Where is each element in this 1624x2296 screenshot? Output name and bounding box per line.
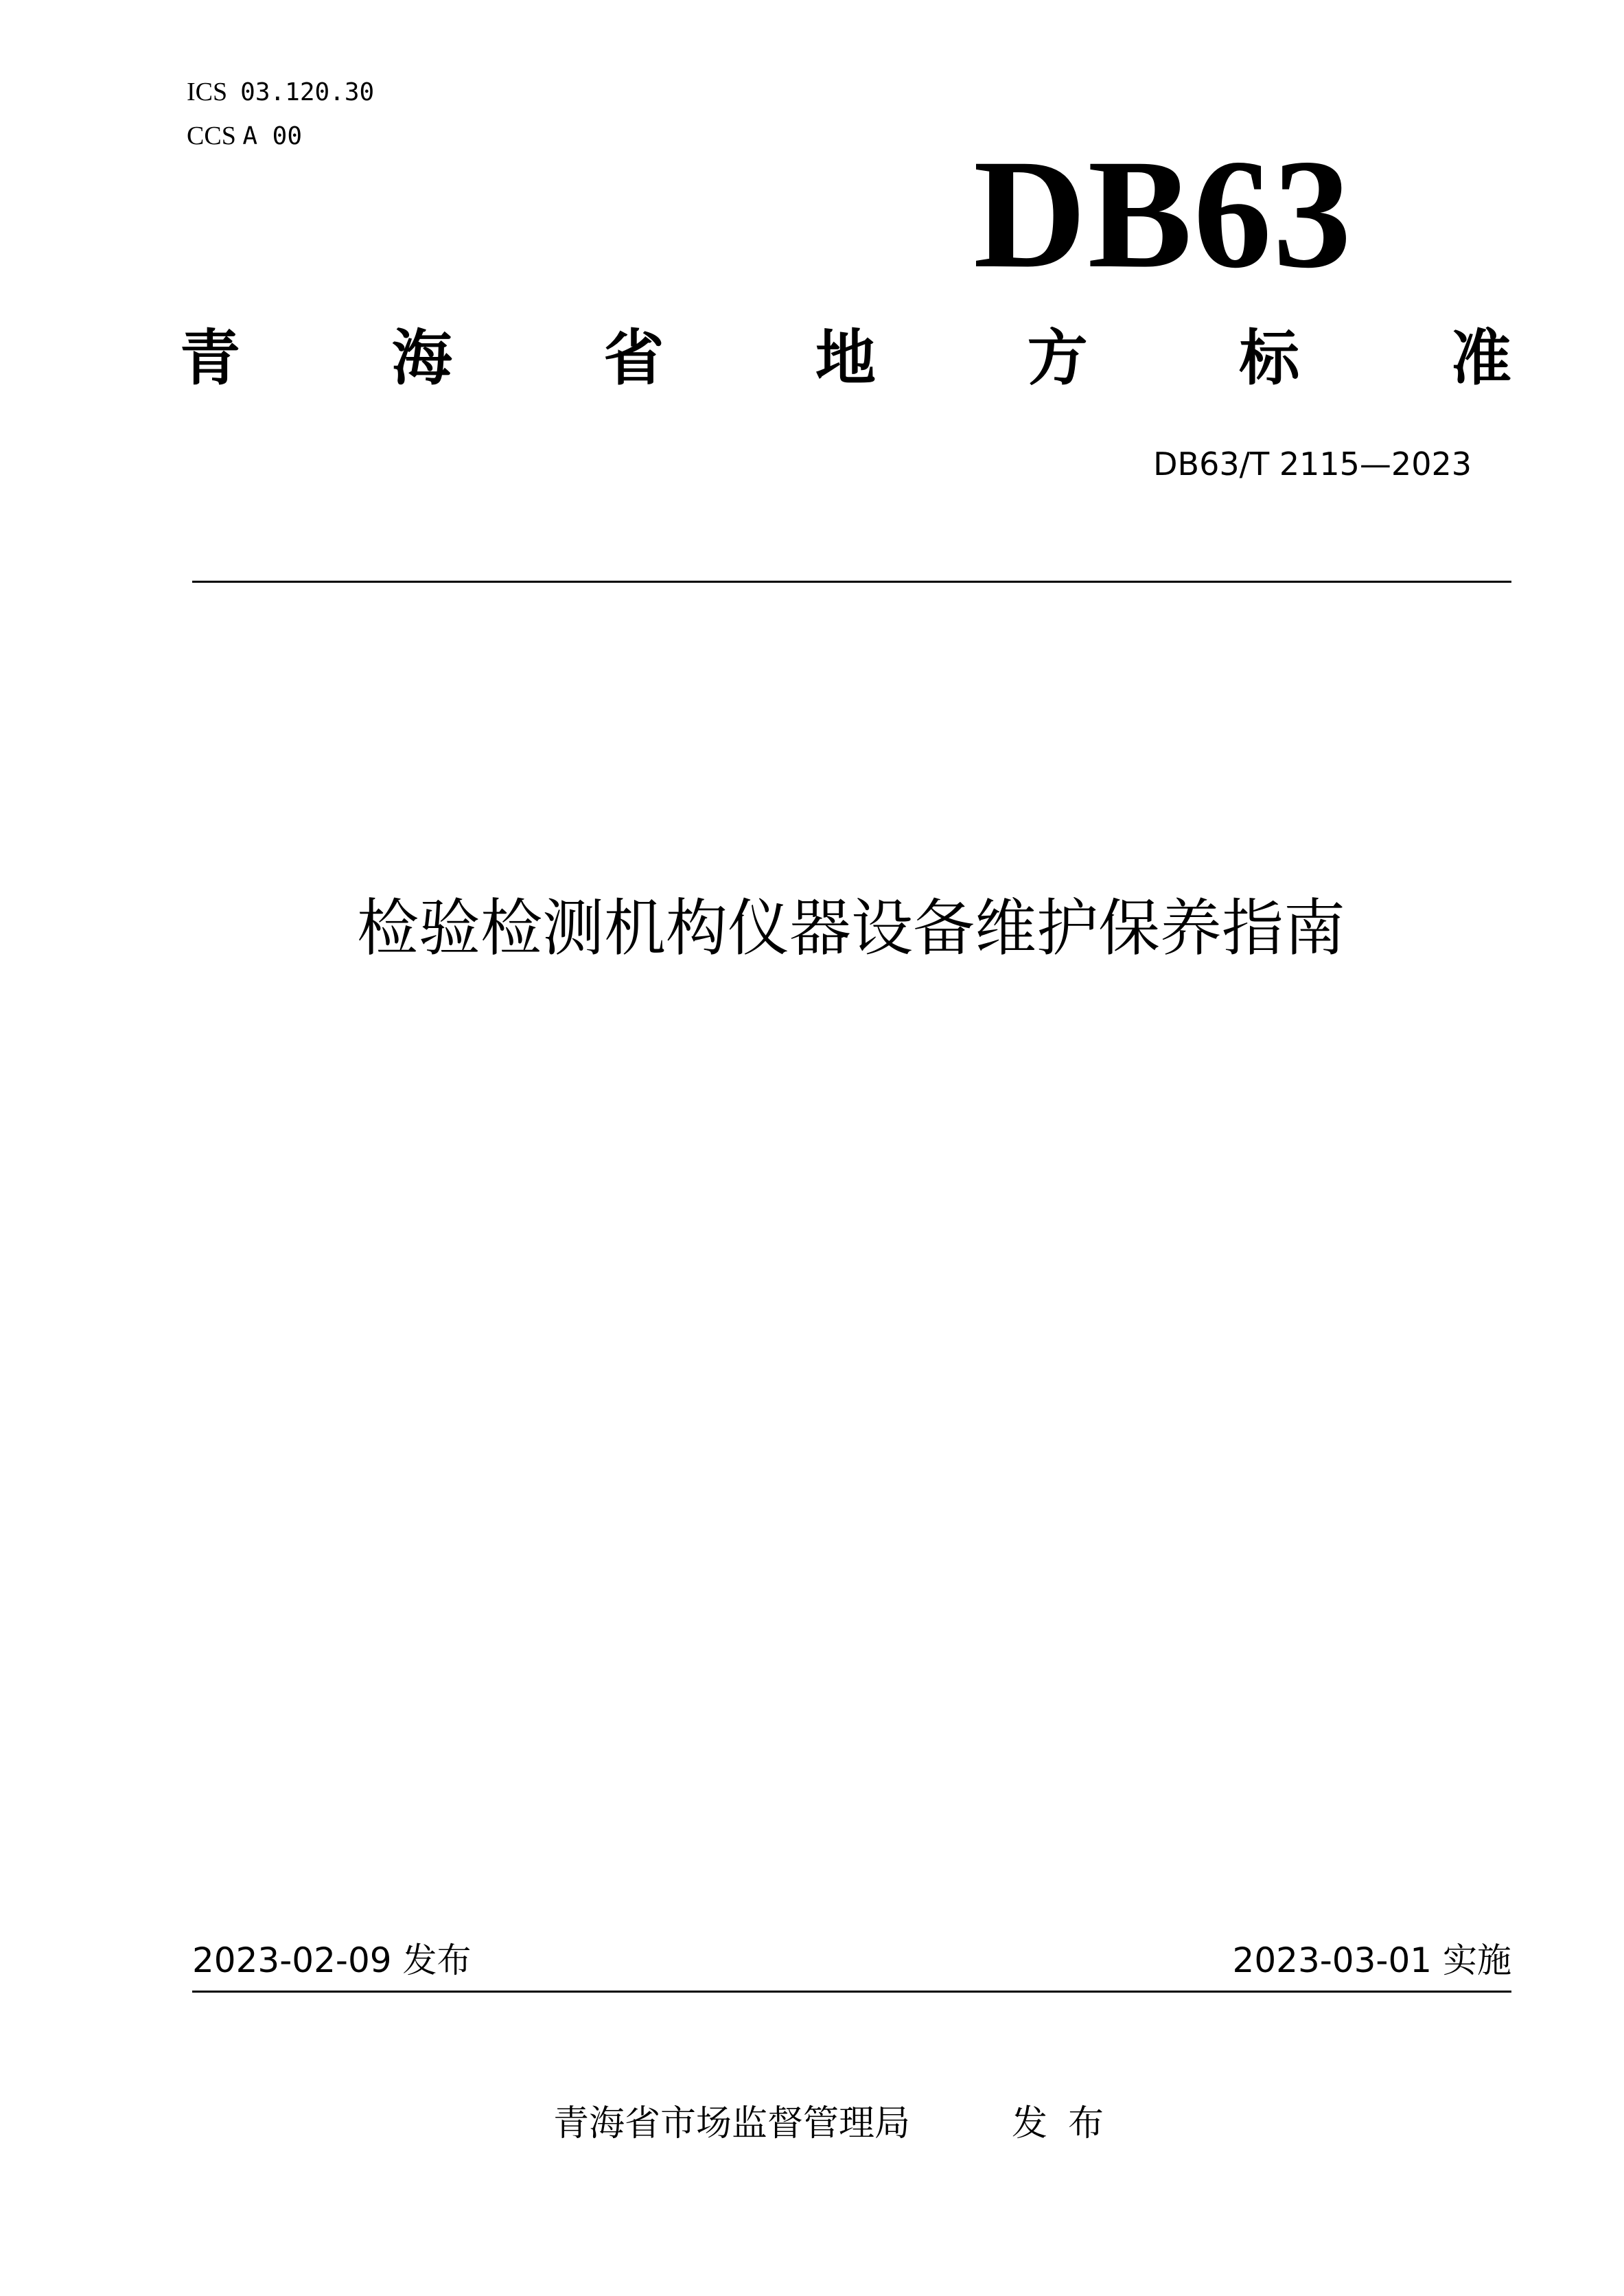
ics-label: ICS [187,78,228,106]
standard-logo: DB63 [973,128,1353,301]
standard-kind-char: 青 [180,323,241,393]
standard-kind-char: 方 [1027,323,1088,393]
ics-code: 03.120.30 [240,78,375,106]
ccs-line [187,121,302,152]
ccs-label: CCS [187,121,236,150]
standard-kind [180,316,1511,391]
standard-number: DB63/T 2115—2023 [1153,445,1472,483]
ccs-code: A 00 [242,122,303,150]
standard-kind-char: 准 [1450,323,1511,393]
standard-kind-char: 地 [815,323,876,393]
issuer-name: 青海省市场监督管理局 [553,2103,911,2144]
top-divider [192,581,1511,583]
standard-kind-char: 省 [603,323,664,393]
issue-action: 发布 [1012,2103,1125,2144]
implement-date: 2023-03-01 实施 [1232,1940,1511,1980]
bottom-divider [192,1991,1511,1993]
document-title: 检验检测机构仪器设备维护保养指南 [357,892,1345,964]
ics-line [187,77,374,108]
publish-date: 2023-02-09 发布 [192,1940,472,1980]
standard-kind-char: 标 [1239,323,1300,393]
standard-kind-char: 海 [391,323,452,393]
